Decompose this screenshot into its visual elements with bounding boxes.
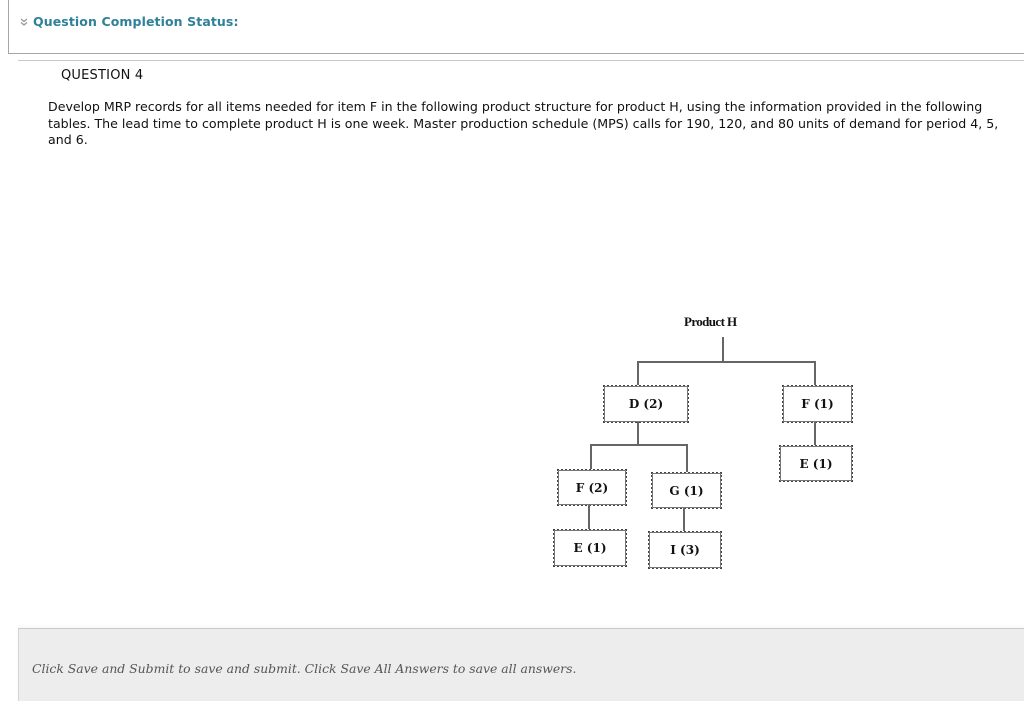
node-f-under-d: F (2) xyxy=(557,469,627,506)
status-label: Question Completion Status: xyxy=(33,14,239,29)
node-i: I (3) xyxy=(648,531,722,569)
connector-line xyxy=(588,505,590,530)
connector-line xyxy=(683,508,685,532)
connector-line xyxy=(686,444,688,473)
submit-instructions-text: Click Save and Submit to save and submit. Click Save All Answers to save all answers. xyxy=(32,661,577,676)
connector-line xyxy=(814,422,816,446)
node-g: G (1) xyxy=(651,472,722,509)
root-product-label: Product H xyxy=(684,314,737,329)
node-e-under-f: E (1) xyxy=(553,529,627,567)
node-d: D (2) xyxy=(603,385,689,423)
question-text: Develop MRP records for all items needed for item F in the following product structure for product H, using the information provided in the following tables. The lead time to complete product H is one week. Master production schedule (MPS) calls for 190, 120, and 80 units of demand for period 4, 5, and 6. xyxy=(48,99,999,147)
connector-line xyxy=(814,361,816,386)
submit-instructions-panel xyxy=(18,628,1024,701)
question-completion-status-toggle[interactable] xyxy=(19,14,239,29)
connector-line xyxy=(722,337,724,363)
connector-line xyxy=(590,444,688,446)
connector-line xyxy=(637,361,639,386)
question-title: QUESTION 4 xyxy=(61,68,144,83)
connector-line xyxy=(637,361,816,363)
node-e-under-f-top: E (1) xyxy=(779,445,853,482)
node-f-top: F (1) xyxy=(782,385,853,423)
connector-line xyxy=(590,444,592,470)
question-completion-status-panel xyxy=(8,0,1024,54)
divider xyxy=(18,60,1024,61)
chevron-double-down-icon xyxy=(19,17,29,27)
connector-line xyxy=(637,422,639,446)
